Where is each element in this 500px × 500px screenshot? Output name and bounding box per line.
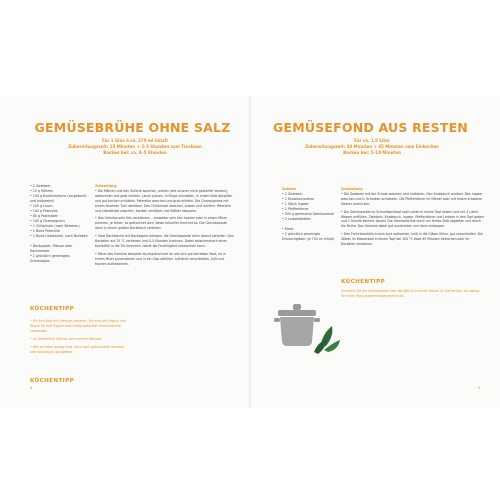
meta-line: Zubereitungszeit: 15 Minuten + 2–3 Stunden zum Trocknen (68, 144, 202, 149)
step-paragraph: • Die Möhren und den Sellerie waschen, putzen (wie unserer nicht gewürfelt werden), abtrocknen und grob würfeln. Lauch putzen, in Ringe schneiden, in einem Sieb abspülen und gut trocken schütteln. Petersilie waschen und grob würfeln. Die Champignons mit einem feuchten Tuch abreiben. Den Chilischote waschen, putzen und würfeln. Petersilie und Liebstöckel waschen, trocken schütteln und Blätter abzupfen. (95, 188, 233, 213)
step-paragraph: • Die Gemüsereste im Schnellkochtopf nach unten in einem Topf setzen und mit 2 Litern Wasser auffüllen. Zwiebeln, Knoblauch, Ingwer, Pfefferkörner und Lorbeer in den Topf geben und 1 Stunde köcheln lassen. Die Gemüsebrühe durch ein feines Sieb abgießen und durch die Brühe. Das Gemüse dabei gut ausdrücken und dann entsorgen. (341, 209, 484, 229)
pot-illustration (274, 296, 344, 356)
kitchen-tip-title: KÜCHENTIPP (341, 279, 386, 285)
recipe-meta (40, 138, 230, 156)
ingredient-item: • 1 Chilischote (nach Belieben) (30, 224, 80, 228)
tip-paragraph: • Wer es lieber würzig mag, kann noch getrocknete Tomaten oder Knoblauch dazugeben. (30, 344, 125, 354)
step-paragraph: • Die Zwiebeln mit der Schale waschen und halbieren. Den Knoblauch schälen. Den Ingwer waschen und in Scheiben schneiden. Die Pfefferkörner im Mörser oder mit einem schweren Messer andrücken. (341, 191, 483, 206)
ingredient-item: • Mixer (282, 227, 294, 231)
ingredient-item: • 100 g Lauch (30, 204, 53, 208)
meta-line: Backen bei: ca. 4–5 Stunden (103, 150, 167, 155)
steps-heading: Zubereitung (95, 184, 117, 188)
ingredient-item: • 100 g Champignons (30, 219, 65, 223)
book-spread (0, 96, 500, 408)
ingredient-item: • 2 Zwiebeln (30, 184, 51, 188)
ingredient-item: • 100 g Knollensellerie (vorgekocht und halbweich) (30, 194, 87, 203)
ingredient-item: • 10 g Möhren (30, 189, 53, 193)
ingredient-item: • 1 Bund Liebstöckel, nach Belieben (30, 234, 88, 238)
kitchen-tip-text (341, 289, 484, 302)
ingredients-list (282, 187, 338, 242)
recipe-meta (272, 138, 472, 156)
steps-heading: Zubereitung (341, 187, 363, 191)
preparation-steps (341, 187, 484, 250)
tip-paragraph: • Im Gefrierfach hält sie sich mehrere Monate. (30, 336, 103, 341)
ingredient-item: • 100 g Petersilie (30, 209, 58, 213)
ingredient-item: • Backpapier, Messer oder Hackmesser (30, 244, 73, 253)
preparation-steps (95, 184, 235, 270)
page-number: 8 (30, 386, 33, 390)
step-paragraph: • Den Fond ebenfalls erneut kurz aufkochen, heiß in die Gläser füllen, gut verschließen. Die Gläser im Wasserbad in einem Topf bei 100 °C etwa 45 Minuten einkochen oder im Backofen einkochen. (341, 232, 483, 247)
ingredient-item: • 2 Knoblauchzehen (282, 197, 315, 201)
kitchen-tip-text (30, 319, 128, 357)
ingredient-item: • 2 Pfefferkörner (282, 207, 309, 211)
page-number: 9 (478, 386, 481, 390)
step-paragraph: • Das Gemüse sehr fein zerkleinern – entweder sehr fein hacken oder in einem Mixer pürieren, je feiner, so getrocknet wird, desto schneller trocknet es. Die Gemüsepaste dann in einem großen Backblech verteilen. (95, 216, 227, 231)
ingredient-item: • 1 gründlich gereinigtes Schraubglas (30, 254, 70, 263)
ingredient-item: • 80 g Pastinaken (30, 214, 59, 218)
ingredient-item: • 2 Zwiebeln (282, 192, 303, 196)
ingredient-item: • 500 g gemischte Gemüsereste (282, 212, 334, 216)
right-page (250, 96, 500, 408)
cooking-pot-icon (274, 304, 320, 346)
herb-leaves-icon (314, 326, 340, 354)
tip-paragraph: Sammeln Sie die Gemüsereste über die Woche in einem Beutel im Gefrierfach, bis genug für einen Fond zusammengekommen ist. (341, 289, 480, 298)
recipe-title: GEMÜSEBRÜHE OHNE SALZ (34, 120, 231, 135)
left-page (0, 96, 250, 408)
ingredient-item: • 1 Bund Petersilie (30, 229, 60, 233)
step-paragraph: • Wenn das Gemüse komplett durchgetrocknet ist und sich gut zerreiben lässt, es in einem Mixer pulverisieren und in ein Glas abfüllen. Luftdicht verschließen, kühl und trocken aufbewahren. (95, 251, 226, 266)
step-paragraph: • Zwei Backbleche mit Backpapier belegen, die Gemüsepaste dünn darauf verteilen. Den Backofen auf 70 °C vorheizen und 4–5 Stunden trocknen. Dabei zwischendurch einen Kochlöffel in die Tür klemmen, damit die Feuchtigkeit entweichen kann. (95, 234, 234, 248)
ingredients-list (30, 184, 88, 264)
recipe-title: GEMÜSEFOND AUS RESTEN (273, 120, 468, 135)
ingredient-item: • 1 Stück Ingwer (282, 202, 309, 206)
kitchen-tip-title: KÜCHENTIPP (30, 306, 75, 312)
tip-paragraph: • Für Ihre Kost mit Gemüse variieren. Sie wird als Gewürz und Würze für Ihre Suppen statt fertig gekaufter Gemüsebrühe verwendet. (30, 319, 126, 333)
ingredient-item: • 2 gründlich gereinigte Einmachgläser (je 750 ml Inhalt) (282, 232, 335, 241)
kitchen-tip-title-second: KÜCHENTIPP (30, 378, 75, 384)
meta-line: Für 1 Glas à ca. 270 ml Inhalt (102, 138, 168, 143)
meta-line: Backen bei: 5–10 Minuten (343, 150, 401, 155)
meta-line: Für ca. 1,5 Liter (354, 138, 390, 143)
ingredients-heading: Zutaten (282, 187, 297, 191)
meta-line: Zubereitungszeit: 30 Minuten + 45 Minuten zum Einkochen (305, 144, 439, 149)
ingredient-item: • 2 Lorbeerblätter (282, 217, 311, 221)
